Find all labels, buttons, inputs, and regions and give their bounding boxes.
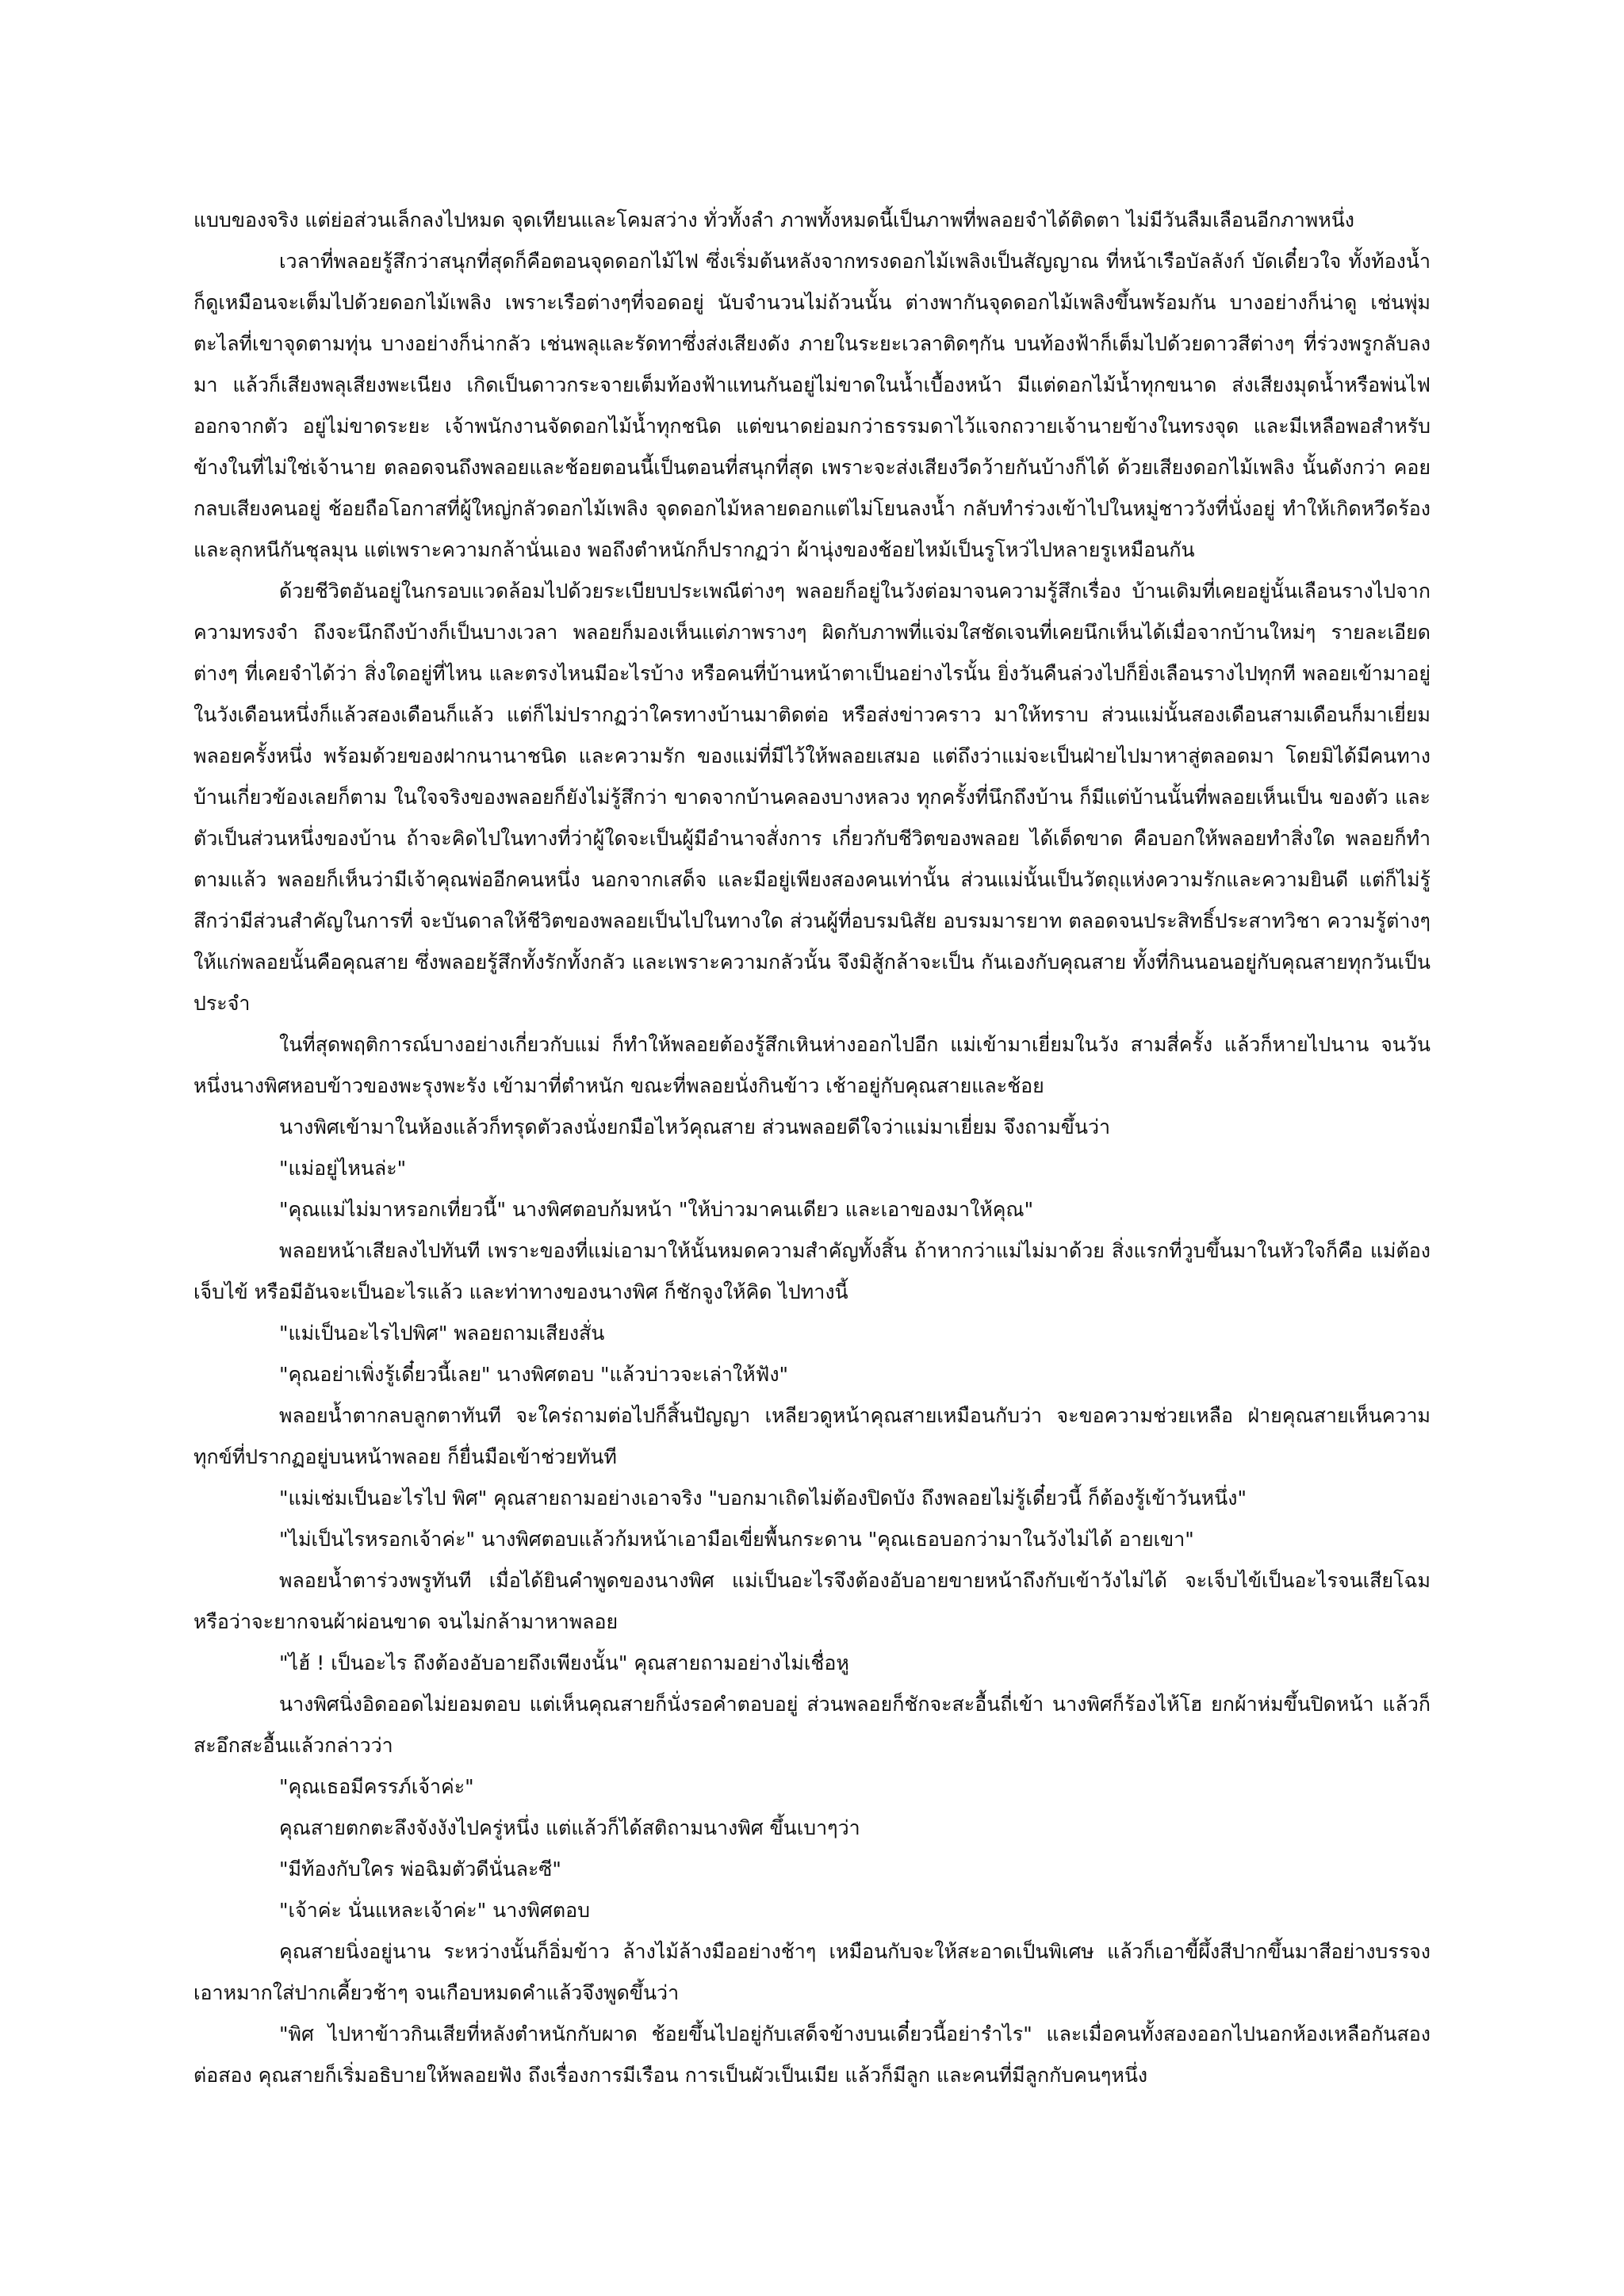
dialogue-line: "มีท้องกับใคร พ่อฉิมตัวดีนั่นละซี" — [279, 1858, 561, 1881]
paragraph: คุณสายตกตะลึงจังงังไปครู่หนึ่ง แต่แล้วก็ได้สติถามนางพิศ ขึ้นเบาๆว่า — [279, 1816, 860, 1839]
paragraph: พลอยน้ำตาร่วงพรูทันที เมื่อได้ยินคำพูดของนางพิศ แม่เป็นอะไรจึงต้องอับอายขายหน้าถึงกับเข้าวังไม่ได้ จะเจ็บไข้เป็นอะไรจนเสียโฉม หรือว่าจะยากจนผ้าผ่อนขาด จนไม่กล้ามาหาพลอย — [193, 1569, 1431, 1633]
paragraph: พลอยหน้าเสียลงไปทันที เพราะของที่แม่เอามาให้นั้นหมดความสำคัญทั้งสิ้น ถ้าหากว่าแม่ไม่มาด้วย สิ่งแรกที่วูบขึ้นมาในหัวใจก็คือ แม่ต้องเจ็บไข้ หรือมีอันจะเป็นอะไรแล้ว และท่าทางของนางพิศ ก็ชักจูงให้คิด ไปทางนี้ — [193, 1239, 1431, 1303]
paragraph: นางพิศนิ่งอิดออดไม่ยอมตอบ แต่เห็นคุณสายก็นั่งรอคำตอบอยู่ ส่วนพลอยก็ชักจะสะอื้นถี่เข้า นางพิศก็ร้องไห้โฮ ยกผ้าห่มขึ้นปิดหน้า แล้วก็สะอึกสะอื้นแล้วกล่าวว่า — [193, 1693, 1431, 1757]
paragraph: นางพิศเข้ามาในห้องแล้วก็ทรุดตัวลงนั่งยกมือไหว้คุณสาย ส่วนพลอยดีใจว่าแม่มาเยี่ยม จึงถามขึ้นว่า — [279, 1115, 1111, 1138]
paragraph: ในที่สุดพฤติการณ์บางอย่างเกี่ยวกับแม่ ก็ทำให้พลอยต้องรู้สึกเหินห่างออกไปอีก แม่เข้ามาเยี่ยมในวัง สามสี่ครั้ง แล้วก็หายไปนาน จนวันหนึ่งนางพิศหอบข้าวของพะรุงพะรัง เข้ามาที่ตำหนัก ขณะที่พลอยนั่งกินข้าว เช้าอยู่กับคุณสายและช้อย — [193, 1033, 1431, 1097]
body-text — [193, 200, 1431, 2096]
paragraph: พลอยน้ำตากลบลูกตาทันที จะใคร่ถามต่อไปก็สิ้นปัญญา เหลียวดูหน้าคุณสายเหมือนกับว่า จะขอความช่วยเหลือ ฝ่ายคุณสายเห็นความทุกข์ที่ปรากฏอยู่บนหน้าพลอย ก็ยื่นมือเข้าช่วยทันที — [193, 1404, 1431, 1468]
paragraph: "พิศ ไปหาข้าวกินเสียที่หลังตำหนักกับผาด ช้อยขึ้นไปอยู่กับเสด็จข้างบนเดี๋ยวนี้อย่ารำไร" และเมื่อคนทั้งสองออกไปนอกห้องเหลือกันสองต่อสอง คุณสายก็เริ่มอธิบายให้พลอยฟัง ถึงเรื่องการมีเรือน การเป็นผัวเป็นเมีย แล้วก็มีลูก และคนที่มีลูกกับคนๆหนึ่ง — [193, 2022, 1431, 2087]
dialogue-line: "แม่เช่มเป็นอะไรไป พิศ" คุณสายถามอย่างเอาจริง "บอกมาเถิดไม่ต้องปิดบัง ถึงพลอยไม่รู้เดี๋ยวนี้ ก็ต้องรู้เข้าวันหนึ่ง" — [279, 1487, 1247, 1510]
dialogue-line: "คุณแม่ไม่มาหรอกเที่ยวนี้" นางพิศตอบก้มหน้า "ให้บ่าวมาคนเดียว และเอาของมาให้คุณ" — [279, 1198, 1034, 1221]
paragraph: เวลาที่พลอยรู้สึกว่าสนุกที่สุดก็คือตอนจุดดอกไม้ไฟ ซึ่งเริ่มต้นหลังจากทรงดอกไม้เพลิงเป็นสัญญาณ ที่หน้าเรือบัลลังก์ บัดเดี๋ยวใจ ทั้งท้องน้ำก็ดูเหมือนจะเต็มไปด้วยดอกไม้เพลิง เพราะเรือต่างๆที่จอดอยู่ นับจำนวนไม่ถ้วนนั้น ต่างพากันจุดดอกไม้เพลิงขึ้นพร้อมกัน บางอย่างก็น่าดู เช่นพุ่มตะไลที่เขาจุดตามทุ่น บางอย่างก็น่ากลัว เช่นพลุและรัดทาซึ่งส่งเสียงดัง ภายในระยะเวลาติดๆกัน บนท้องฟ้าก็เต็มไปด้วยดาวสีต่างๆ ที่ร่วงพรูกลับลงมา แล้วก็เสียงพลุเสียงพะเนียง เกิดเป็นดาวกระจายเต็มท้องฟ้าแทนกันอยู่ไม่ขาดในน้ำเบื้องหน้า มีแต่ดอกไม้น้ำทุกขนาด ส่งเสียงมุดน้ำหรือพ่นไฟออกจากตัว อยู่ไม่ขาดระยะ เจ้าพนักงานจัดดอกไม้น้ำทุกชนิด แต่ขนาดย่อมกว่าธรรมดาไว้แจกถวายเจ้านายข้างในทรงจุด และมีเหลือพอสำหรับข้างในที่ไม่ใช่เจ้านาย ตลอดจนถึงพลอยและช้อยตอนนี้เป็นตอนที่สนุกที่สุด เพราะจะส่งเสียงวีดว้ายกันบ้างก็ได้ ด้วยเสียงดอกไม้เพลิง นั้นดังกว่า คอยกลบเสียงคนอยู่ ช้อยถือโอกาสที่ผู้ใหญ่กลัวดอกไม้เพลิง จุดดอกไม้หลายดอกแต่ไม่โยนลงน้ำ กลับทำร่วงเข้าไปในหมู่ชาววังที่นั่งอยู่ ทำให้เกิดหวีดร้องและลุกหนีกันชุลมุน แต่เพราะความกล้านั่นเอง พอถึงตำหนักก็ปรากฏว่า ผ้านุ่งของช้อยไหม้เป็นรูโหว่ไปหลายรูเหมือนกัน — [193, 250, 1431, 561]
dialogue-line: "แม่อยู่ไหนล่ะ" — [279, 1157, 407, 1180]
dialogue-line: "ไม่เป็นไรหรอกเจ้าค่ะ" นางพิศตอบแล้วก้มหน้าเอามือเขี่ยพื้นกระดาน "คุณเธอบอกว่ามาในวังไม่ได้ อายเขา" — [279, 1528, 1194, 1551]
paragraph: คุณสายนิ่งอยู่นาน ระหว่างนั้นก็อิ่มข้าว ล้างไม้ล้างมืออย่างช้าๆ เหมือนกับจะให้สะอาดเป็นพิเศษ แล้วก็เอาขี้ผึ้งสีปากขึ้นมาสีอย่างบรรจง เอาหมากใส่ปากเคี้ยวช้าๆ จนเกือบหมดคำแล้วจึงพูดขึ้นว่า — [193, 1940, 1431, 2004]
paragraph: ด้วยชีวิตอันอยู่ในกรอบแวดล้อมไปด้วยระเบียบประเพณีต่างๆ พลอยก็อยู่ในวังต่อมาจนความรู้สึกเรื่อง บ้านเดิมที่เคยอยู่นั้นเลือนรางไปจากความทรงจำ ถึงจะนึกถึงบ้างก็เป็นบางเวลา พลอยก็มองเห็นแต่ภาพรางๆ ผิดกับภาพที่แจ่มใสชัดเจนที่เคยนึกเห็นได้เมื่อจากบ้านใหม่ๆ รายละเอียดต่างๆ ที่เคยจำได้ว่า สิ่งใดอยู่ที่ไหน และตรงไหนมีอะไรบ้าง หรือคนที่บ้านหน้าตาเป็นอย่างไรนั้น ยิ่งวันคืนล่วงไปก็ยิ่งเลือนรางไปทุกที พลอยเข้ามาอยู่ในวังเดือนหนึ่งก็แล้วสองเดือนก็แล้ว แต่ก็ไม่ปรากฏว่าใครทางบ้านมาติดต่อ หรือส่งข่าวคราว มาให้ทราบ ส่วนแม่นั้นสองเดือนสามเดือนก็มาเยี่ยมพลอยครั้งหนึ่ง พร้อมด้วยของฝากนานาชนิด และความรัก ของแม่ที่มีไว้ให้พลอยเสมอ แต่ถึงว่าแม่จะเป็นฝ่ายไปมาหาสู่ตลอดมา โดยมิได้มีคนทางบ้านเกี่ยวข้องเลยก็ตาม ในใจจริงของพลอยก็ยังไม่รู้สึกว่า ขาดจากบ้านคลองบางหลวง ทุกครั้งที่นึกถึงบ้าน ก็มีแต่บ้านนั้นที่พลอยเห็นเป็น ของตัว และตัวเป็นส่วนหนึ่งของบ้าน ถ้าจะคิดไปในทางที่ว่าผู้ใดจะเป็นผู้มีอำนาจสั่งการ เกี่ยวกับชีวิตของพลอย ได้เด็ดขาด คือบอกให้พลอยทำสิ่งใด พลอยก็ทำตามแล้ว พลอยก็เห็นว่ามีเจ้าคุณพ่ออีกคนหนึ่ง นอกจากเสด็จ และมีอยู่เพียงสองคนเท่านั้น ส่วนแม่นั้นเป็นวัตถุแห่งความรักและความยินดี แต่ก็ไม่รู้สึกว่ามีส่วนสำคัญในการที่ จะบันดาลให้ชีวิตของพลอยเป็นไปในทางใด ส่วนผู้ที่อบรมนิสัย อบรมมารยาท ตลอดจนประสิทธิ์ประสาทวิชา ความรู้ต่างๆ ให้แก่พลอยนั้นคือคุณสาย ซึ่งพลอยรู้สึกทั้งรักทั้งกลัว และเพราะความกลัวนั้น จึงมิสู้กล้าจะเป็น กันเองกับคุณสาย ทั้งที่กินนอนอยู่กับคุณสายทุกวันเป็นประจำ — [193, 580, 1431, 1015]
dialogue-line: "คุณอย่าเพิ่งรู้เดี๋ยวนี้เลย" นางพิศตอบ "แล้วบ่าวจะเล่าให้ฟัง" — [279, 1363, 789, 1386]
dialogue-line: "เจ้าค่ะ นั่นแหละเจ้าค่ะ" นางพิศตอบ — [279, 1899, 590, 1922]
dialogue-line: "คุณเธอมีครรภ์เจ้าค่ะ" — [279, 1775, 474, 1798]
dialogue-line: "ไฮ้ ! เป็นอะไร ถึงต้องอับอายถึงเพียงนั้น" คุณสายถามอย่างไม่เชื่อหู — [279, 1651, 849, 1674]
paragraph: แบบของจริง แต่ย่อส่วนเล็กลงไปหมด จุดเทียนและโคมสว่าง ทั่วทั้งลำ ภาพทั้งหมดนี้เป็นภาพที่พลอยจำได้ติดตา ไม่มีวันลืมเลือนอีกภาพหนึ่ง — [193, 209, 1354, 232]
dialogue-line: "แม่เป็นอะไรไปพิศ" พลอยถามเสียงสั่น — [279, 1322, 605, 1345]
